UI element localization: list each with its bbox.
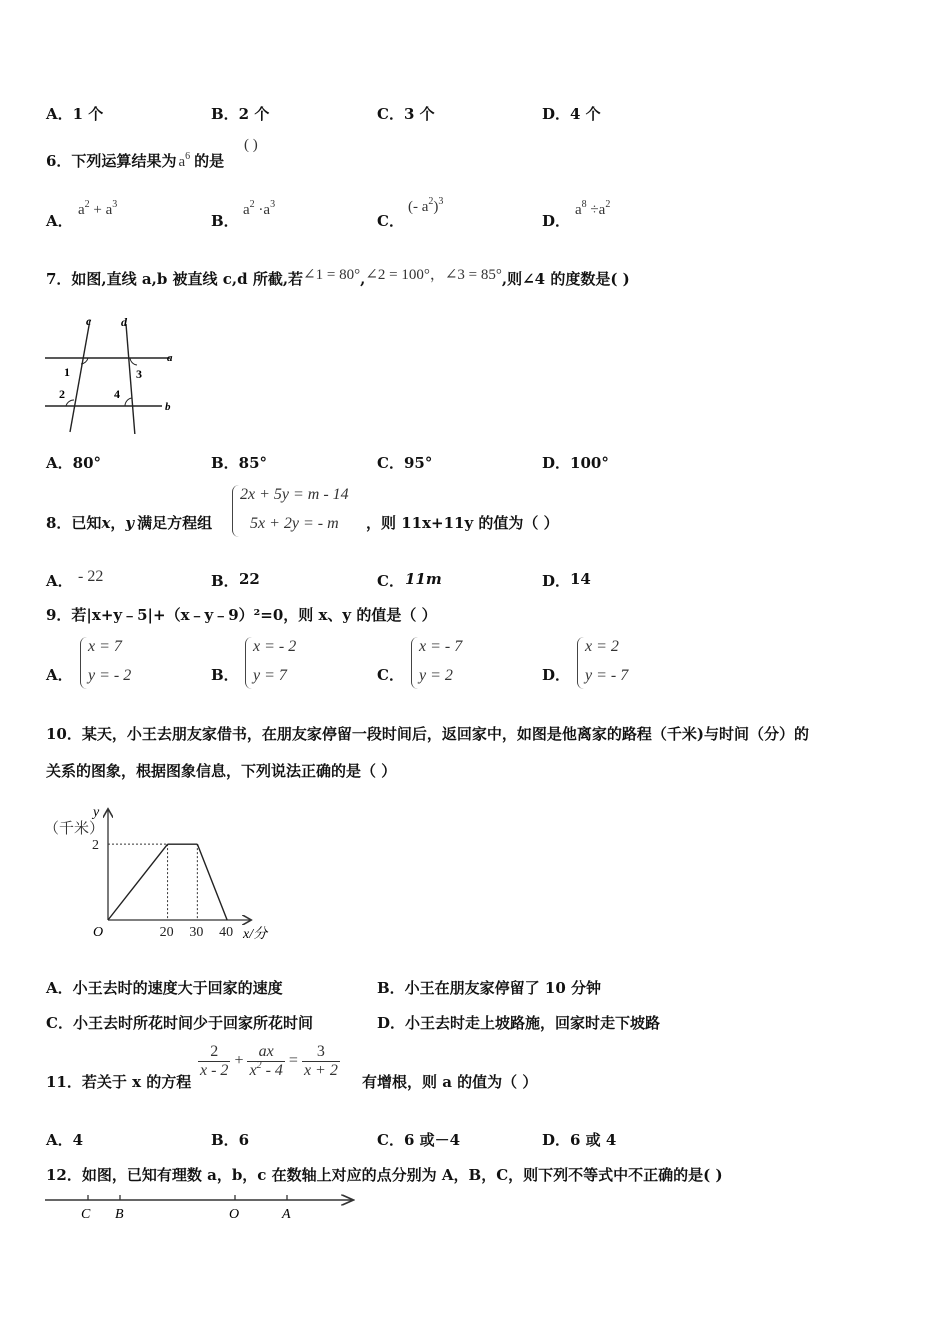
q8-option-d-value: 14 [570,570,591,588]
label-angle-3: 3 [136,367,142,381]
x-tick-label-40: 40 [219,925,234,940]
q8-system-brace [232,485,239,537]
origin-label: O [93,925,104,940]
label-b: b [165,401,171,413]
q8-equation-1: 2x + 5y = m - 14 [240,486,349,503]
q9-option-c-label: C． [377,666,404,684]
q11-stem-start: 11．若关于 x 的方程 [46,1073,192,1091]
q10-option-a: A．小王去时的速度大于回家的速度 [46,979,283,997]
q11-fraction-3: $\frac{3}{x + 2}$ [303,1043,338,1079]
q11-option-c: C．6 或－4 [377,1131,461,1149]
q7-option-d: D．100° [542,454,609,472]
q6-option-a-expr: $a^2 + a^3$ [78,199,118,218]
q8-option-c-label: C． [377,572,404,590]
q9-option-a-line1: x = 7 [88,638,122,655]
q9-option-b-label: B． [211,666,239,684]
x-tick-label-20: 20 [159,925,174,940]
q9-option-b-brace [245,637,252,689]
q12-stem: 12．如图，已知有理数 a，b，c 在数轴上对应的点分别为 A，B，C，则下列不等式中不正确的是( ) [46,1166,723,1184]
label-d: d [121,315,127,329]
q10-stem-line2: 关系的图象，根据图象信息，下列说法正确的是（ ） [46,762,397,780]
y-axis-unit: （千米） [44,821,105,837]
q9-option-a-line2: y = - 2 [88,667,132,684]
q6-option-d-expr: $a^8 \div a^2$ [575,199,611,218]
q11-fraction-2: $\frac{ax}{x^2 - 4}$ [249,1043,283,1079]
q11-option-a: A．4 [46,1131,84,1149]
q8-option-b-value: 22 [239,570,260,588]
point-label-c: C [81,1207,91,1222]
q8-option-d-label: D． [542,572,571,590]
point-label-b: B [115,1207,124,1222]
q11-stem-end: 有增根，则 a 的值为（ ） [362,1073,538,1091]
q9-option-c-brace [411,637,418,689]
q9-option-d-line2: y = - 7 [585,667,629,684]
q5-option-b: B．2 个 [211,105,270,123]
label-angle-2: 2 [59,387,65,401]
line-d [126,324,135,434]
label-a: a [167,352,173,364]
q10-option-c: C．小王去时所花时间少于回家所花时间 [46,1014,313,1032]
y-tick-label-2: 2 [92,838,99,854]
q9-option-b-line2: y = 7 [253,667,287,684]
q10-option-b: B．小王在朋友家停留了 10 分钟 [377,979,601,997]
q9-option-c-line2: y = 2 [419,667,453,684]
q11-option-b: B．6 [211,1131,250,1149]
q8-option-a-value: - 22 [78,568,104,585]
series-segment-3 [197,844,227,920]
x-tick-label-30: 30 [189,925,204,940]
q11-equation: $\frac{2}{x - 2}$ + $\frac{ax}{x^2 - 4}$ = $\frac{3}{x + 2}$ [200,1043,338,1079]
q8-option-a-label: A． [46,572,73,590]
q9-stem: 9．若|x+y﹣5|+（x﹣y﹣9）²=0，则 x、y 的值是（ ） [46,606,437,624]
point-label-o: O [229,1207,240,1222]
q6-option-d-label: D． [542,212,571,230]
q9-option-d-label: D． [542,666,571,684]
q6-option-b-label: B． [211,212,239,230]
q9-option-c-line1: x = - 7 [419,638,463,655]
q5-option-d: D．4 个 [542,105,601,123]
q12-number-line [40,1188,370,1228]
q8-stem-end: ，则 11x+11y 的值为（ ） [366,514,559,532]
q10-chart [40,800,280,950]
q8-stem-start: 8．已知x，y 满足方程组 [46,514,213,532]
q11-fraction-1: $\frac{2}{x - 2}$ [200,1043,229,1079]
q6-stem: 6．下列运算结果为 $a^6$ 的是 [46,151,225,170]
angle-4-arc [125,398,132,406]
q6-answer-paren: ( ) [244,137,258,153]
q6-option-b-expr: $a^2 \cdot a^3$ [243,199,276,218]
q6-option-a-label: A． [46,212,73,230]
q10-stem-line1: 10．某天，小王去朋友家借书，在朋友家停留一段时间后，返回家中，如图是他离家的路程（千米)与时间（分）的 [46,725,809,743]
point-label-a: A [282,1207,291,1222]
q9-option-a-brace [80,637,87,689]
q9-option-a-label: A． [46,666,73,684]
series-segment-1 [108,844,168,920]
q7-option-b: B．85° [211,454,268,472]
q7-option-a: A．80° [46,454,102,472]
q7-option-c: C．95° [377,454,433,472]
q5-option-a: A．1 个 [46,105,104,123]
line-c [70,320,90,432]
angle-3-arc [130,358,137,365]
q9-option-d-line1: x = 2 [585,638,619,655]
x-axis-label: x/分 [243,927,268,942]
q9-option-b-line1: x = - 2 [253,638,297,655]
q7-stem: 7．如图,直线 a,b 被直线 c,d 所截,若∠1 = 80°,∠2 = 100°，∠3 = 85°,则∠4 的度数是( ) [46,267,630,288]
q6-option-c-label: C． [377,212,404,230]
label-angle-4: 4 [114,387,120,401]
q8-equation-2: 5x + 2y = - m [250,515,339,532]
chart-marks [92,838,233,940]
q7-figure [40,312,190,434]
angle-2-arc [66,400,74,406]
q8-option-c-value: 11m [405,570,442,588]
q5-option-c: C．3 个 [377,105,435,123]
label-c: c [86,314,92,328]
q9-option-d-brace [577,637,584,689]
q11-option-d: D．6 或 4 [542,1131,617,1149]
y-axis-letter: y [93,805,100,820]
q8-option-b-label: B． [211,572,239,590]
q6-option-c-expr: (- $a^2)^3$ [408,196,444,215]
label-angle-1: 1 [64,365,70,379]
q10-option-d: D．小王去时走上坡路施，回家时走下坡路 [377,1014,661,1032]
